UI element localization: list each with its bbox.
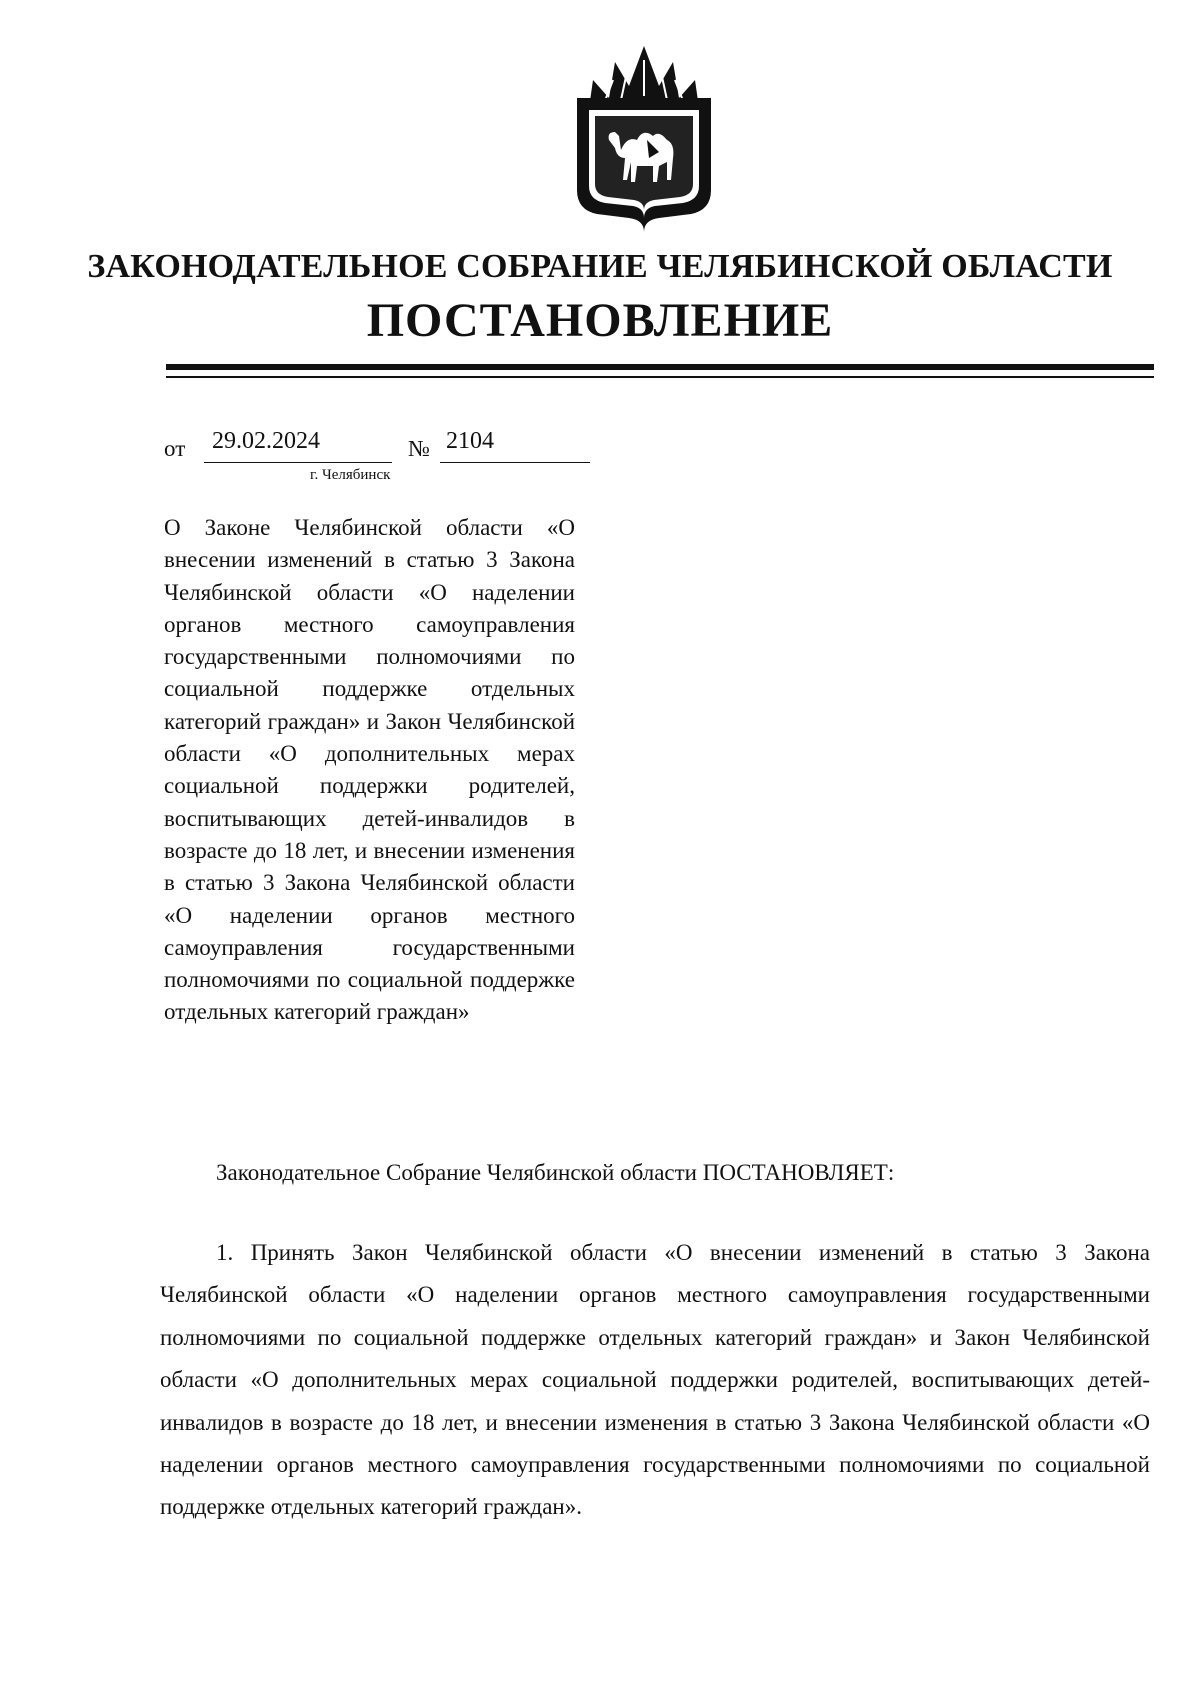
decree-paragraph-1: 1. Принять Закон Челябинской области «О внесении изменений в статью 3 Закона Челябинской области «О наделении органов местного самоуправления государственными полномочиями по социальной поддержке отдельных категорий граждан» и Закон Челябинской области «О дополнительных мерах социальной поддержки родителей, воспитывающих детей-инвалидов в возрасте до 18 лет, и внесении изменения в статью 3 Закона Челябинской области «О наделении органов местного самоуправления государственными полномочиями по социальной поддержке отдельных категорий граждан». [160, 1240, 1150, 1520]
coat-of-arms-emblem [563, 40, 725, 235]
document-number: 2104 [446, 428, 494, 454]
number-underline [440, 462, 590, 463]
document-subject: О Законе Челябинской области «О внесении изменений в статью 3 Закона Челябинской области «О наделении органов местного самоуправления государственными полномочиями по социальной поддержке отдельных категорий граждан» и Закон Челябинской области «О дополнительных мерах социальной поддержки родителей, воспитывающих детей-инвалидов в возрасте до 18 лет, и внесении изменения в статью 3 Закона Челябинской области «О наделении органов местного самоуправления государственными полномочиями по социальной поддержке отдельных категорий граждан» [164, 515, 575, 1025]
document-city: г. Челябинск [310, 467, 391, 483]
decree-intro: Законодательное Собрание Челябинской области ПОСТАНОВЛЯЕТ: [216, 1160, 895, 1185]
header-rule-thin [166, 376, 1154, 378]
date-label: от [164, 436, 186, 461]
number-label: № [408, 436, 430, 461]
header-rule-thick [166, 364, 1154, 370]
document-details-row [164, 428, 594, 468]
organization-title: ЗАКОНОДАТЕЛЬНОЕ СОБРАНИЕ ЧЕЛЯБИНСКОЙ ОБЛАСТИ [87, 248, 1113, 285]
document-date: 29.02.2024 [212, 428, 320, 454]
document-type-title: ПОСТАНОВЛЕНИЕ [366, 294, 834, 347]
date-underline [204, 462, 392, 463]
